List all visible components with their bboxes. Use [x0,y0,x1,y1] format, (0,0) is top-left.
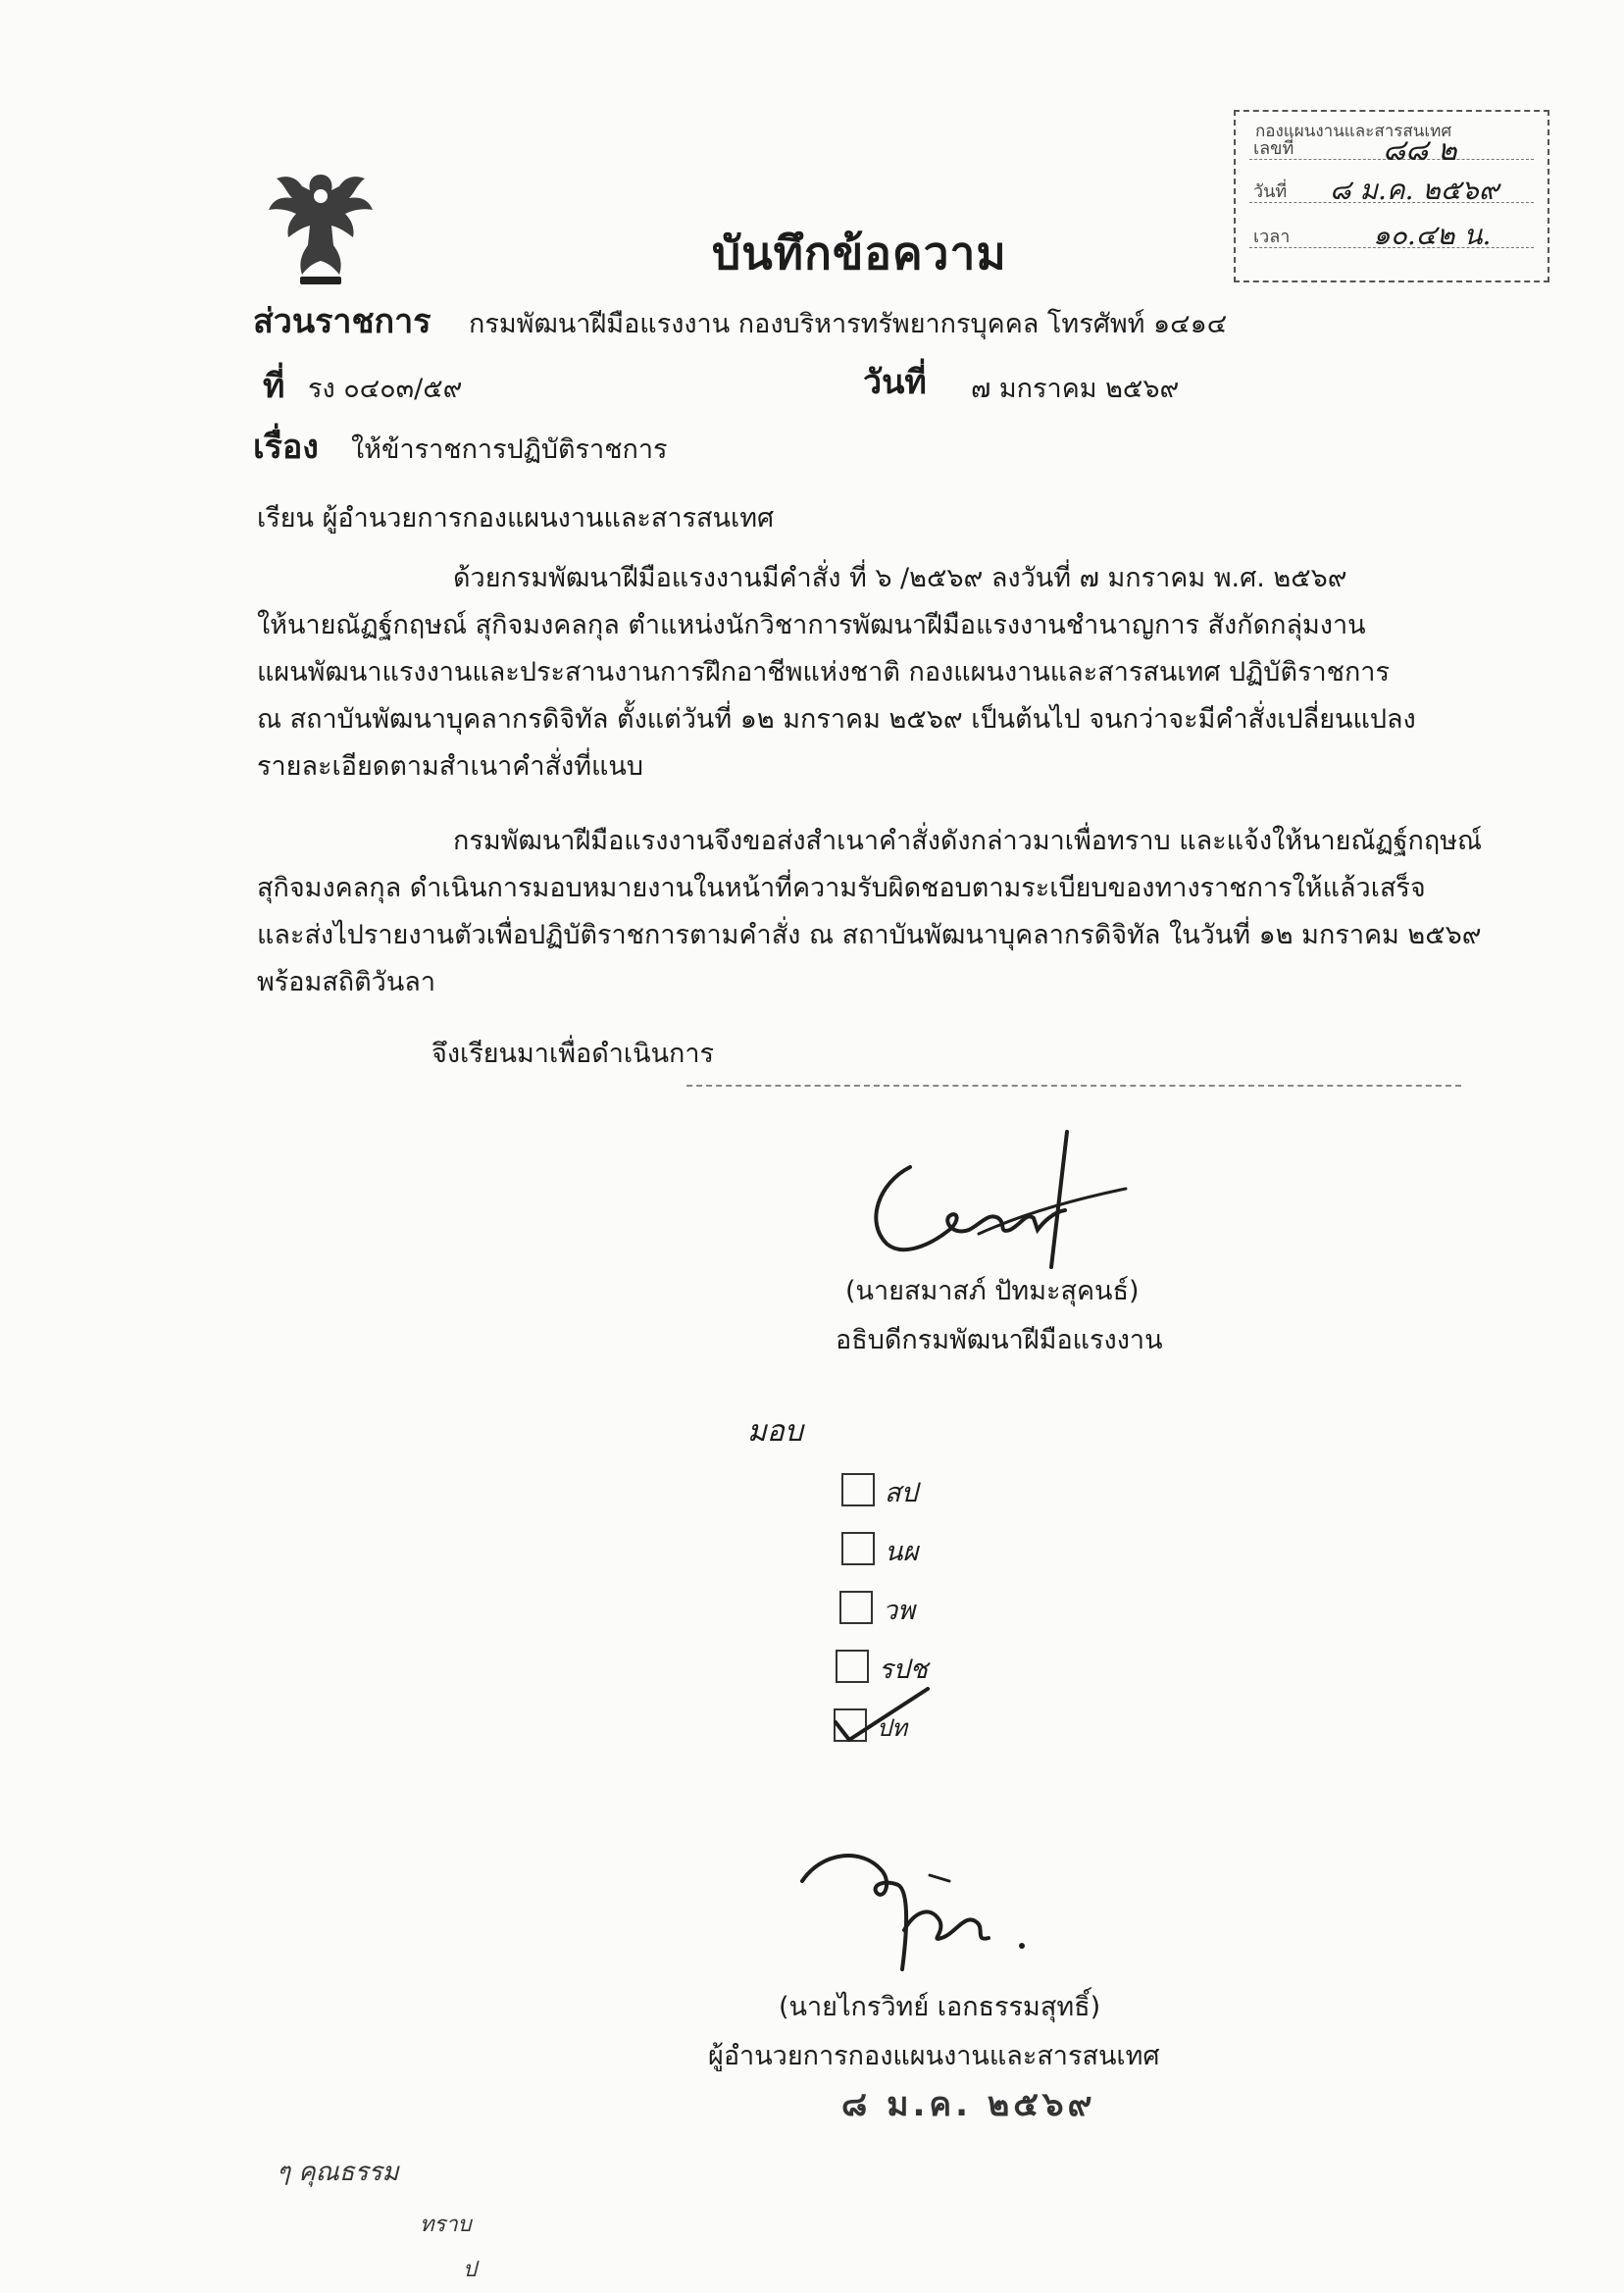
page-title: บันทึกข้อความ [712,227,1007,280]
paragraph2-line3: และส่งไปรายงานตัวเพื่อปฏิบัติราชการตามคำสั่ง ณ สถาบันพัฒนาบุคลากรดิจิทัล ในวันที่ ๑๒ มกราคม ๒๕๖๙ [257,920,1482,950]
paragraph1-line1: ด้วยกรมพัฒนาฝีมือแรงงานมีคำสั่ง ที่ ๖ /๒๕๖๙ ลงวันที่ ๗ มกราคม พ.ศ. ๒๕๖๙ [453,563,1347,593]
routing-option-rpc: รปช [879,1655,928,1685]
date-label: วันที่ [863,363,927,402]
paragraph1-line4: ณ สถาบันพัฒนาบุคลากรดิจิทัล ตั้งแต่วันที่ ๑๒ มกราคม ๒๕๖๙ เป็นต้นไป จนกว่าจะมีคำสั่งเปลี่ยนแปลง [257,704,1416,735]
subject-value: ให้ข้าราชการปฏิบัติราชการ [351,434,668,465]
paragraph1-line5: รายละเอียดตามสำเนาคำสั่งที่แนบ [257,751,643,782]
routing-option-pt: ปท [877,1714,908,1742]
salutation: เรียน ผู้อำนวยการกองแผนงานและสารสนเทศ [257,503,775,534]
routing-checkbox-wp[interactable] [839,1591,873,1624]
stamp-number-value: ๘๘ ๒ [1383,133,1457,168]
paragraph1-line3: แผนพัฒนาแรงงานและประสานงานการฝึกอาชีพแห่งชาติ กองแผนงานและสารสนเทศ ปฏิบัติราชการ [257,657,1390,688]
stamp-date-label: วันที่ [1253,181,1288,202]
paragraph2-line2: สุกิจมงคลกุล ดำเนินการมอบหมายงานในหน้าที่ความรับผิดชอบตามระเบียบของทางราชการให้แล้วเสร็จ [257,873,1426,903]
subject-label: เรื่อง [253,428,319,467]
routing-checkbox-sp[interactable] [841,1473,875,1506]
handwritten-note-line2: ทราบ [420,2213,472,2237]
stamp-time-value: ๑๐.๔๒ น. [1373,219,1492,251]
paragraph1-line2: ให้นายณัฏฐ์กฤษณ์ สุกิจมงคลกุล ตำแหน่งนักวิชาการพัฒนาฝีมือแรงงานชำนาญการ สังกัดกลุ่มงาน [257,610,1366,640]
assign-label: มอบ [747,1414,803,1449]
stamp-date-value: ๘ ม.ค. ๒๕๖๙ [1330,174,1499,206]
number-label: ที่ [263,367,285,406]
handwritten-note-line3: ป [463,2258,477,2282]
signer2-date-stamp: ๘ ม.ค. ๒๕๖๙ [841,2085,1096,2124]
receiving-stamp [1234,110,1549,282]
date-value: ๗ มกราคม ๒๕๖๙ [971,374,1180,404]
signer2-name: (นายไกรวิทย์ เอกธรรมสุทธิ์) [779,1992,1101,2022]
closing-line: จึงเรียนมาเพื่อดำเนินการ [431,1039,715,1069]
signer1-name: (นายสมาสภ์ ปัทมะสุคนธ์) [845,1276,1140,1306]
handwritten-note-line1: ๆ คุณธรรม [277,2158,399,2187]
paragraph2-line1: กรมพัฒนาฝีมือแรงงานจึงขอส่งสำเนาคำสั่งดังกล่าวมาเพื่อทราบ และแจ้งให้นายณัฏฐ์กฤษณ์ [453,826,1483,856]
paragraph2-line4: พร้อมสถิติวันลา [257,967,435,997]
director-general-signature [851,1128,1136,1275]
agency-label: ส่วนราชการ [253,302,431,341]
signer2-title: ผู้อำนวยการกองแผนงานและสารสนเทศ [708,2041,1160,2071]
stamp-time-label: เวลา [1253,227,1291,247]
dashed-divider [686,1085,1461,1087]
routing-checkbox-np[interactable] [841,1532,875,1565]
agency-value: กรมพัฒนาฝีมือแรงงาน กองบริหารทรัพยากรบุคคล โทรศัพท์ ๑๔๑๔ [469,309,1228,339]
garuda-emblem-icon [263,167,379,292]
routing-option-np: นผ [885,1537,919,1567]
division-director-signature [783,1822,1038,1989]
routing-option-sp: สป [885,1478,918,1508]
stamp-number-label: เลขที่ [1253,138,1294,159]
routing-option-wp: วพ [883,1596,915,1626]
stamp-header: กองแผนงานและสารสนเทศ [1255,122,1452,141]
routing-checkbox-rpc[interactable] [836,1650,869,1683]
signer1-title: อธิบดีกรมพัฒนาฝีมือแรงงาน [836,1325,1163,1355]
number-value: รง ๐๔๐๓/๕๙ [308,374,463,404]
